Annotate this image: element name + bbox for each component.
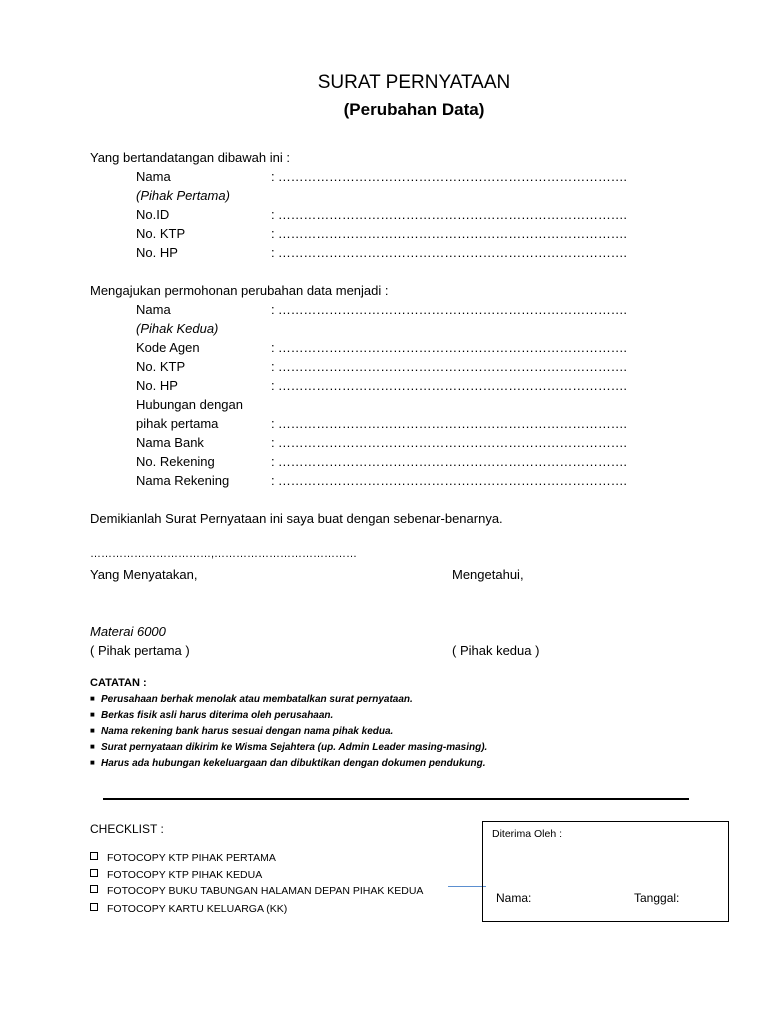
field-label: Nama bbox=[136, 302, 171, 317]
field-label: Nama Bank bbox=[136, 435, 204, 450]
field-label: Nama bbox=[136, 169, 171, 184]
note-item bbox=[90, 726, 393, 737]
note-item bbox=[90, 694, 413, 705]
field-fill-line[interactable]: : ………………………………………………………………………. bbox=[271, 378, 627, 393]
field-fill-line[interactable]: : ………………………………………………………………………. bbox=[271, 226, 627, 241]
bullet-icon: ■ bbox=[90, 710, 95, 719]
field-label: (Pihak Kedua) bbox=[136, 321, 219, 336]
checkbox-icon[interactable] bbox=[90, 852, 98, 860]
field-label: No. HP bbox=[136, 378, 178, 393]
checkbox-icon[interactable] bbox=[90, 903, 98, 911]
note-text: Berkas fisik asli harus diterima oleh perusahaan. bbox=[101, 710, 334, 721]
receipt-title: Diterima Oleh : bbox=[492, 828, 563, 840]
bullet-icon: ■ bbox=[90, 726, 95, 735]
checklist-item-label: FOTOCOPY KTP PIHAK KEDUA bbox=[107, 869, 263, 881]
field-fill-line[interactable]: : ………………………………………………………………………. bbox=[271, 302, 627, 317]
field-label: No. Rekening bbox=[136, 454, 215, 469]
field-fill-line[interactable]: : ………………………………………………………………………. bbox=[271, 435, 627, 450]
field-label: (Pihak Pertama) bbox=[136, 188, 230, 203]
field-fill-line[interactable]: : ………………………………………………………………………. bbox=[271, 207, 627, 222]
field-fill-line[interactable]: : ………………………………………………………………………. bbox=[271, 340, 627, 355]
document-title: SURAT PERNYATAAN bbox=[317, 72, 511, 93]
receipt-tanggal-label: Tanggal: bbox=[634, 891, 680, 905]
checklist-heading: CHECKLIST : bbox=[90, 822, 164, 836]
field-fill-line[interactable]: : ………………………………………………………………………. bbox=[271, 416, 627, 431]
place-date-line[interactable]: ……………………………,………………………………… bbox=[90, 548, 358, 560]
field-label: pihak pertama bbox=[136, 416, 219, 431]
checklist-item[interactable] bbox=[90, 852, 276, 864]
field-fill-line[interactable]: : ………………………………………………………………………. bbox=[271, 359, 627, 374]
field-fill-line[interactable]: : ………………………………………………………………………. bbox=[271, 454, 627, 469]
field-fill-line[interactable]: : ………………………………………………………………………. bbox=[271, 473, 627, 488]
yang-menyatakan-label: Yang Menyatakan, bbox=[90, 567, 198, 582]
pihak-pertama-signature: ( Pihak pertama ) bbox=[90, 643, 190, 658]
field-label: No. HP bbox=[136, 245, 178, 260]
field-label: No. KTP bbox=[136, 226, 186, 241]
note-text: Perusahaan berhak menolak atau membatalkan surat pernyataan. bbox=[101, 694, 413, 705]
connector-line bbox=[448, 886, 486, 887]
closing-statement: Demikianlah Surat Pernyataan ini saya buat dengan sebenar-benarnya. bbox=[90, 511, 503, 526]
mengetahui-label: Mengetahui, bbox=[452, 567, 524, 582]
note-text: Harus ada hubungan kekeluargaan dan dibuktikan dengan dokumen pendukung. bbox=[101, 758, 486, 769]
checklist-item-label: FOTOCOPY KTP PIHAK PERTAMA bbox=[107, 852, 276, 864]
checklist-item-label: FOTOCOPY BUKU TABUNGAN HALAMAN DEPAN PIHAK KEDUA bbox=[107, 885, 424, 897]
checklist-item[interactable] bbox=[90, 885, 423, 897]
pihak-kedua-signature: ( Pihak kedua ) bbox=[452, 643, 540, 658]
bullet-icon: ■ bbox=[90, 758, 95, 767]
document-subtitle: (Perubahan Data) bbox=[343, 100, 485, 119]
field-fill-line[interactable]: : ………………………………………………………………………. bbox=[271, 245, 627, 260]
field-label: Kode Agen bbox=[136, 340, 200, 355]
notes-heading: CATATAN : bbox=[90, 677, 147, 689]
field-label: No. KTP bbox=[136, 359, 186, 374]
field-label: Hubungan dengan bbox=[136, 397, 243, 412]
bullet-icon: ■ bbox=[90, 742, 95, 751]
note-text: Nama rekening bank harus sesuai dengan nama pihak kedua. bbox=[101, 726, 394, 737]
checklist-item[interactable] bbox=[90, 869, 262, 881]
note-text: Surat pernyataan dikirim ke Wisma Sejahtera (up. Admin Leader masing-masing). bbox=[101, 742, 488, 753]
section-divider bbox=[103, 798, 689, 800]
note-item bbox=[90, 742, 487, 753]
checkbox-icon[interactable] bbox=[90, 885, 98, 893]
field-label: No.ID bbox=[136, 207, 170, 222]
receipt-nama-label: Nama: bbox=[496, 891, 532, 905]
bullet-icon: ■ bbox=[90, 694, 95, 703]
checklist-item-label: FOTOCOPY KARTU KELUARGA (KK) bbox=[107, 903, 288, 915]
checklist-item[interactable] bbox=[90, 903, 287, 915]
request-intro-text: Mengajukan permohonan perubahan data menjadi : bbox=[90, 283, 389, 298]
materai-label: Materai 6000 bbox=[90, 624, 166, 639]
note-item bbox=[90, 758, 486, 769]
field-fill-line[interactable]: : ………………………………………………………………………. bbox=[271, 169, 627, 184]
checkbox-icon[interactable] bbox=[90, 869, 98, 877]
field-label: Nama Rekening bbox=[136, 473, 230, 488]
note-item bbox=[90, 710, 333, 721]
intro-text: Yang bertandatangan dibawah ini : bbox=[90, 150, 290, 165]
